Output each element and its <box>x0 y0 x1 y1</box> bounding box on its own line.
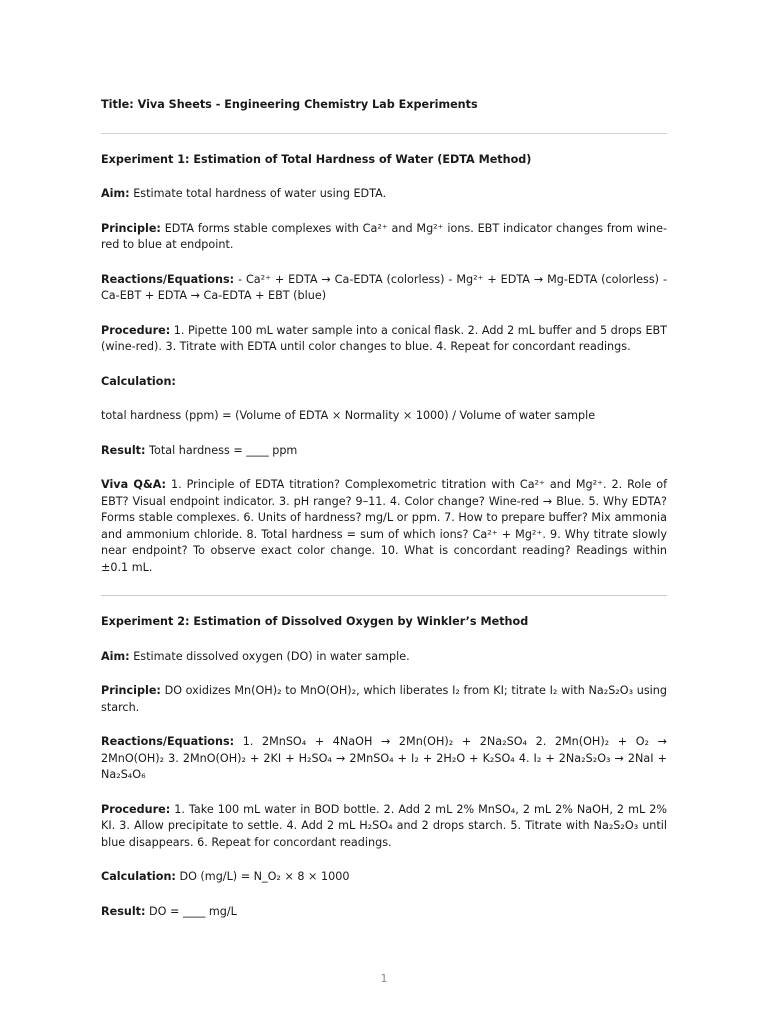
exp2-result <box>101 904 667 921</box>
page-number: 1 <box>380 972 388 985</box>
exp1-aim <box>101 186 667 203</box>
exp1-calculation-formula: total hardness (ppm) = (Volume of EDTA × Normality × 1000) / Volume of water sample <box>101 409 596 422</box>
aim-label: Aim: <box>101 187 130 200</box>
exp1-reactions <box>101 272 667 305</box>
exp2-procedure <box>101 802 667 852</box>
exp2-procedure-text: 1. Take 100 mL water in BOD bottle. 2. Add 2 mL 2% MnSO₄, 2 mL 2% NaOH, 2 mL 2% KI. 3. Allow precipitate to settle. 4. Add 2 mL H₂SO₄ and 2 drops starch. 5. Titrate with Na₂S₂O₃ until blue disappears. 6. Repeat for concordant readings. <box>101 802 667 849</box>
exp1-principle-text: EDTA forms stable complexes with Ca²⁺ and Mg²⁺ ions. EBT indicator changes from wine-red to blue at endpoint. <box>101 221 667 251</box>
procedure-label: Procedure: <box>101 323 171 337</box>
aim-label: Aim: <box>101 649 130 663</box>
reactions-label: Reactions/Equations: <box>101 735 235 748</box>
exp1-procedure <box>101 323 667 356</box>
document-page <box>101 97 667 920</box>
calculation-label: Calculation: <box>101 870 176 883</box>
result-label: Result: <box>101 443 146 457</box>
exp1-procedure-text: 1. Pipette 100 mL water sample into a conical flask. 2. Add 2 mL buffer and 5 drops EBT (wine-red). 3. Titrate with EDTA until color changes to blue. 4. Repeat for concordant readings. <box>101 323 668 353</box>
section-divider <box>101 595 667 596</box>
principle-label: Principle: <box>101 684 161 697</box>
exp1-viva-text: 1. Principle of EDTA titration? Complexometric titration with Ca²⁺ and Mg²⁺. 2. Role of EBT? Visual endpoint indicator. 3. pH range? 9–11. 4. Color change? Wine-red → Blue. 5. Why EDTA? Forms stable complexes. 6. Units of hardness? mg/L or ppm. 7. How to prepare buffer? Mix ammonia and ammonium chloride. 8. Total hardness = sum of which ions? Ca²⁺ + Mg²⁺. 9. Why titrate slowly near endpoint? To observe exact color change. 10. What is concordant reading? Readings within ±0.1 mL. <box>101 478 668 574</box>
document-title: Title: Viva Sheets - Engineering Chemistry Lab Experiments <box>101 98 478 111</box>
section-divider <box>101 133 667 134</box>
exp2-calculation <box>101 869 667 886</box>
exp2-calculation-text: DO (mg/L) = N_O₂ × 8 × 1000 <box>179 870 350 883</box>
viva-label: Viva Q&A: <box>101 478 167 491</box>
exp1-viva <box>101 477 667 576</box>
exp1-result <box>101 443 667 460</box>
exp1-aim-text: Estimate total hardness of water using EDTA. <box>133 187 387 200</box>
exp1-principle <box>101 221 667 254</box>
exp2-principle-text: DO oxidizes Mn(OH)₂ to MnO(OH)₂, which liberates I₂ from KI; titrate I₂ with Na₂S₂O₃ using starch. <box>101 684 667 714</box>
exp2-principle <box>101 683 667 716</box>
result-label: Result: <box>101 904 146 918</box>
exp1-reactions-text: - Ca²⁺ + EDTA → Ca-EDTA (colorless) - Mg²⁺ + EDTA → Mg-EDTA (colorless) - Ca-EBT + EDTA → Ca-EDTA + EBT (blue) <box>101 272 667 302</box>
exp2-aim-text: Estimate dissolved oxygen (DO) in water sample. <box>133 649 410 663</box>
procedure-label: Procedure: <box>101 802 171 816</box>
exp2-heading: Experiment 2: Estimation of Dissolved Oxygen by Winkler’s Method <box>101 615 529 628</box>
principle-label: Principle: <box>101 221 161 235</box>
exp1-calculation-label: Calculation: <box>101 374 176 388</box>
exp1-heading: Experiment 1: Estimation of Total Hardness of Water (EDTA Method) <box>101 152 532 166</box>
reactions-label: Reactions/Equations: <box>101 272 235 286</box>
exp1-result-text: Total hardness = ____ ppm <box>149 443 298 457</box>
exp2-reactions-text: 1. 2MnSO₄ + 4NaOH → 2Mn(OH)₂ + 2Na₂SO₄ 2. 2Mn(OH)₂ + O₂ → 2MnO(OH)₂ 3. 2MnO(OH)₂ + 2KI + H₂SO₄ → 2MnSO₄ + I₂ + 2H₂O + K₂SO₄ 4. I₂ + 2Na₂S₂O₃ → 2NaI + Na₂S₄O₆ <box>101 735 667 781</box>
exp2-reactions <box>101 734 667 784</box>
exp2-aim <box>101 649 667 666</box>
exp2-result-text: DO = ____ mg/L <box>149 904 237 918</box>
